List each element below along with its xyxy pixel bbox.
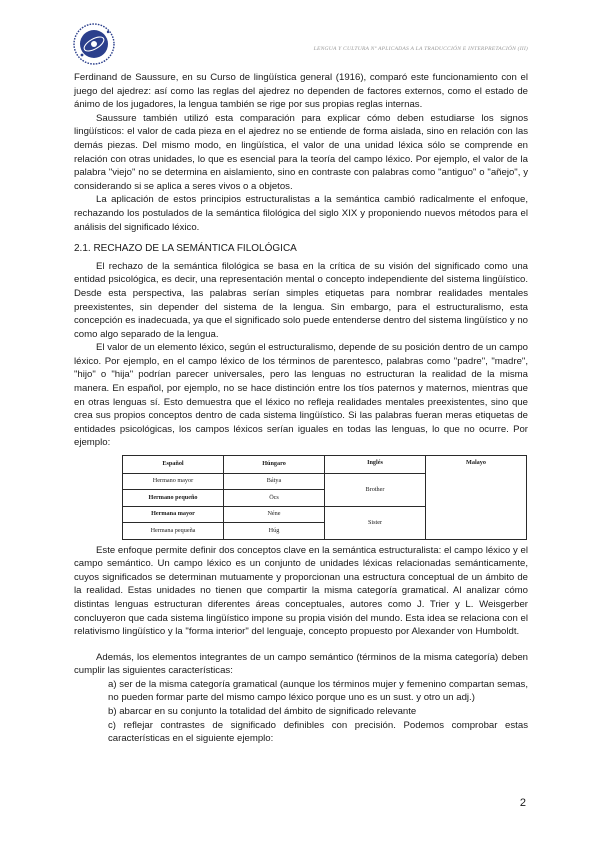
table-cell: Hermano pequeño — [123, 490, 224, 507]
table-cell: Öcs — [224, 490, 325, 507]
table-cell: Sister — [325, 506, 426, 539]
table-cell: Hermano mayor — [123, 473, 224, 490]
table-cell: Brother — [325, 473, 426, 506]
table-header-cell: Húngaro — [224, 456, 325, 474]
section-paragraph-2: El valor de un elemento léxico, según el estructuralismo, depende de su posición dentro de un campo léxico. Por ejemplo, en el campo léxico de los términos de parentesco, palabras como "padre", "madre", "hijo" o "hija" podrían parecer universales, pero las lenguas no estructuran la realidad de la misma manera. En español, por ejemplo, no se hace distinción entre los tíos paternos y maternos, mientras que en otras lenguas sí. Esto demuestra que el léxico no refleja realidades mentales preexistentes, sino que crea sus propios conceptos dentro de cada sistema lingüístico. Si las palabras fueran meras etiquetas de entidades psicológicas, los campos léxicos serían iguales en todas las lenguas, lo que no ocurre. Por ejemplo: — [74, 342, 528, 449]
intro-paragraph-1: Ferdinand de Saussure, en su Curso de lingüística general (1916), comparó este funcionamiento con el juego del ajedrez: así como las reglas del ajedrez no dependen de factores externos, como el estado de ánimo de los jugadores, la lengua también se rige por sus propias reglas internas. — [74, 72, 528, 111]
page-number: 2 — [519, 797, 526, 809]
table-cell: Húg — [224, 523, 325, 540]
table-cell: Néne — [224, 506, 325, 523]
after-paragraph-1: Este enfoque permite definir dos conceptos clave en la semántica estructuralista: el campo léxico y el campo semántico. Un campo léxico es un conjunto de unidades léxicas relacionadas semánticamente, cuyos significados se determinan mutuamente y proporcionan una estructura conceptual de un ámbito de la realidad. Estas unidades no tienen que compartir la misma categoría gramatical. Al analizar cómo distintas lenguas estructuran diferentes áreas conceptuales, autores como J. Trier y L. Weisgerber concluyeron que cada sistema lingüístico impone su propia visión del mundo. Esta idea se relaciona con el relativismo lingüístico y la "forma interior" del lenguaje, concepto propuesto por Alexander von Humboldt. — [74, 544, 528, 638]
university-seal-logo — [72, 22, 116, 66]
intro-paragraph-3: La aplicación de estos principios estructuralistas a la semántica cambió radicalmente el enfoque, rechazando los postulados de la semántica filológica del siglo XIX y proponiendo nuevos métodos para el análisis del significado léxico. — [74, 194, 528, 233]
table-header-cell: Malayo — [426, 456, 527, 540]
list-item: b) abarcar en su conjunto la totalidad del ámbito de significado relevante — [108, 706, 417, 718]
table-header-row — [123, 456, 527, 474]
table-header-cell: Español — [123, 456, 224, 474]
table-cell: Hermana mayor — [123, 506, 224, 523]
intro-paragraph-2: Saussure también utilizó esta comparación para explicar cómo deben estudiarse los signos lingüísticos: el valor de cada pieza en el ajedrez no se entiende de forma aislada, sino en relación con las demás piezas. Del mismo modo, en lingüística, el valor de una unidad léxica sólo se comprende en relación con otras unidades, lo que es esencial para la teoría del campo léxico. Por ejemplo, el valor de la palabra "viejo" no se determina en aislamiento, sino en contraste con palabras como "antiguo" o "añejo", y considerando si se aplica a seres vivos o a objetos. — [74, 112, 528, 192]
running-header: LENGUA Y CULTURA Nº APLICADAS A LA TRADUCCIÓN E INTERPRETACIÓN (III) — [313, 46, 528, 52]
table-cell: Bátya — [224, 473, 325, 490]
list-item: c) reflejar contrastes de significado definibles con precisión. Podemos comprobar estas características en el siguiente ejemplo: — [108, 719, 528, 745]
document-body — [74, 71, 528, 746]
table-header-cell: Inglés — [325, 456, 426, 474]
list-item: a) ser de la misma categoría gramatical (aunque los términos mujer y femenino compartan semas, no pueden formar parte del mismo campo léxico porque uno es un sust. y otro un adj.) — [108, 678, 528, 704]
section-paragraph-1: El rechazo de la semántica filológica se basa en la crítica de su visión del significado como una entidad psicológica, es decir, una representación mental o concepto independiente del sistema lingüístico. Desde esta perspectiva, las palabras serían simples etiquetas para nombrar realidades mentales preexistentes, sin depender del sistema de la lengua. Sin embargo, para el estructuralismo, esta concepción es inadecuada, ya que el significado solo puede entenderse dentro del sistema lingüístico y no como algo separado de la lengua. — [74, 260, 528, 340]
section-heading: 2.1. RECHAZO DE LA SEMÁNTICA FILOLÓGICA — [74, 243, 297, 255]
kinship-comparison-table — [122, 455, 527, 540]
table-cell: Hermana pequeña — [123, 523, 224, 540]
after-paragraph-2: Además, los elementos integrantes de un campo semántico (términos de la misma categoría) deben cumplir las siguientes características: — [74, 651, 528, 677]
